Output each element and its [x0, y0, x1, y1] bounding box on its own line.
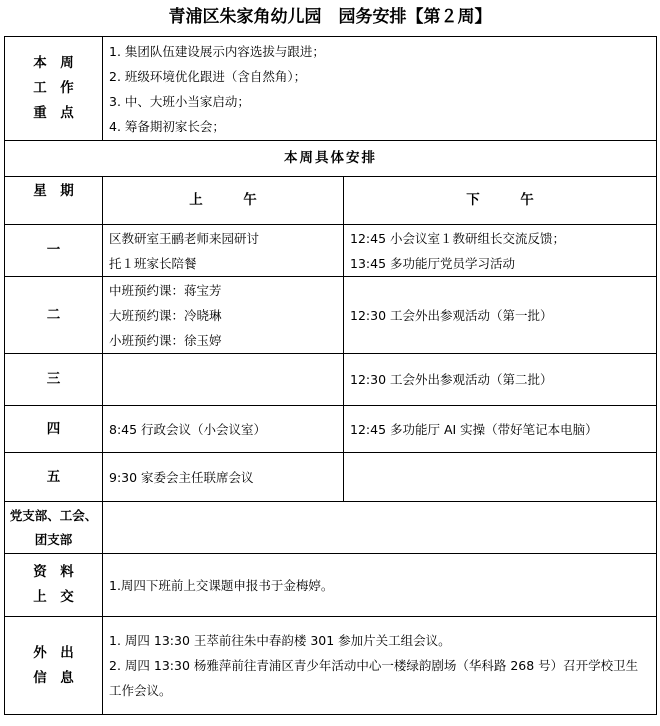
outing-item: 1. 周四 13:30 王萃前往朱中春韵楼 301 参加片关工组会议。: [109, 633, 451, 648]
pm-cell: [344, 453, 657, 502]
am-cell: [103, 277, 344, 354]
section-title-row: [5, 141, 657, 177]
am-cell: [103, 225, 344, 277]
am-item: 小班预约课：徐玉婷: [109, 332, 222, 348]
outing-label-line: 信 息: [33, 669, 74, 686]
materials-row: [5, 554, 657, 617]
focus-label-line: 本 周: [33, 55, 74, 71]
focus-label: [5, 37, 103, 141]
outing-label: [5, 617, 103, 715]
materials-label: [5, 554, 103, 617]
focus-item: 3. 中、大班小当家启动；: [109, 93, 250, 109]
pm-item: 13:45 多功能厅党员学习活动: [350, 255, 515, 271]
page-title: 青浦区朱家角幼儿园 园务安排【第２周】: [168, 7, 492, 27]
pm-cell: [344, 277, 657, 354]
outing-items: [103, 617, 657, 715]
outing-label-line: 外 出: [33, 644, 74, 661]
schedule-table: [4, 36, 657, 715]
party-label-line: 党支部、工会、: [9, 507, 98, 523]
am-item: 区教研室王鹂老师来园研讨: [109, 230, 260, 246]
outing-item: 2. 周四 13:30 杨雅萍前往青浦区青少年活动中心一楼绿韵剧场（华科路 268 号）召开学校卫生工作会议。: [109, 658, 639, 698]
materials-content: 1.周四下班前上交课题申报书于金梅婷。: [103, 554, 657, 617]
day-label: 五: [5, 453, 103, 502]
focus-item: 1. 集团队伍建设展示内容选拔与跟进；: [109, 43, 325, 59]
pm-cell: [344, 406, 657, 453]
day-row-fri: [5, 453, 657, 502]
am-item: 中班预约课：蒋宝芳: [109, 282, 222, 298]
header-pm: 下 午: [344, 177, 657, 225]
materials-label-line: 上 交: [33, 589, 74, 605]
focus-item: 2. 班级环境优化跟进（含自然角）；: [109, 68, 307, 84]
am-item: 9:30 家委会主任联席会议: [109, 469, 254, 485]
day-label: 三: [5, 354, 103, 406]
pm-cell: [344, 354, 657, 406]
pm-item: 12:45 多功能厅 AI 实操（带好笔记本电脑）: [350, 421, 598, 437]
day-row-tue: [5, 277, 657, 354]
party-row: [5, 502, 657, 554]
header-row: [5, 177, 657, 225]
section-title: 本周具体安排: [5, 141, 657, 177]
pm-cell: [344, 225, 657, 277]
materials-label-line: 资 料: [33, 564, 74, 580]
focus-items: [103, 37, 657, 141]
outing-row: [5, 617, 657, 715]
am-cell: [103, 354, 344, 406]
day-label: 二: [5, 277, 103, 354]
header-am: 上 午: [103, 177, 344, 225]
day-row-wed: [5, 354, 657, 406]
pm-item: 12:30 工会外出参观活动（第一批）: [350, 307, 553, 323]
party-label-line: 团支部: [34, 531, 73, 547]
focus-label-line: 重 点: [33, 105, 74, 121]
am-item: 托１班家长陪餐: [109, 255, 197, 271]
am-item: 8:45 行政会议（小会议室）: [109, 421, 267, 437]
party-label: [5, 502, 103, 554]
pm-item: 12:30 工会外出参观活动（第二批）: [350, 372, 553, 387]
day-row-mon: [5, 225, 657, 277]
focus-row: [5, 37, 657, 141]
pm-item: 12:45 小会议室１教研组长交流反馈；: [350, 230, 565, 246]
day-row-thu: [5, 406, 657, 453]
am-cell: [103, 406, 344, 453]
day-label: 四: [5, 406, 103, 453]
day-label: 一: [5, 225, 103, 277]
focus-label-line: 工 作: [33, 80, 74, 96]
focus-item: 4. 筹备期初家长会；: [109, 118, 225, 134]
header-day: 星 期: [5, 177, 103, 225]
am-item: 大班预约课：冷晓琳: [109, 307, 222, 323]
am-cell: [103, 453, 344, 502]
party-content: [103, 502, 657, 554]
